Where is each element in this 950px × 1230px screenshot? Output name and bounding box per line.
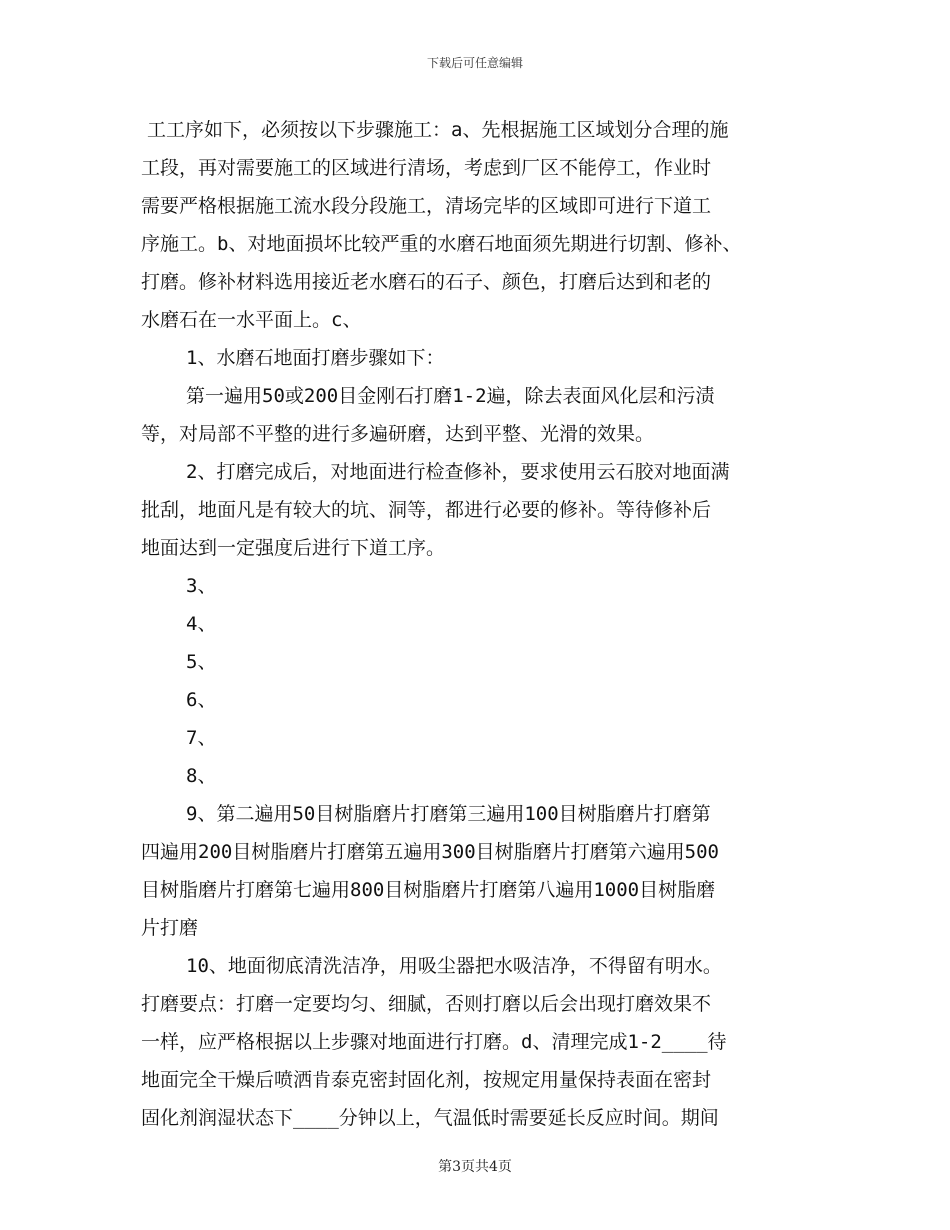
text-line: 2、打磨完成后，对地面进行检查修补，要求使用云石胶对地面满 <box>186 461 730 483</box>
text-line: 水磨石在一水平面上。c、 <box>141 309 362 331</box>
text-line: 片打磨 <box>141 917 199 939</box>
text-line: 地面达到一定强度后进行下道工序。 <box>141 537 446 559</box>
page-header: 下载后可任意编辑 <box>426 56 523 70</box>
text-line: 目树脂磨片打磨第七遍用800目树脂磨片打磨第八遍用1000目树脂磨 <box>141 879 716 901</box>
text-line: 6、 <box>186 689 217 711</box>
text-line: 批刮，地面凡是有较大的坑、洞等，都进行必要的修补。等待修补后 <box>141 499 712 521</box>
text-line: 第一遍用50或200目金刚石打磨1-2遍，除去表面风化层和污渍 <box>186 385 715 407</box>
text-line: 5、 <box>186 651 217 673</box>
text-line: 工工序如下，必须按以下步骤施工：a、先根据施工区域划分合理的施 <box>147 119 729 141</box>
text-line: 一样，应严格根据以上步骤对地面进行打磨。d、清理完成1-2____待 <box>141 1031 727 1053</box>
text-line: 打磨要点：打磨一定要均匀、细腻，否则打磨以后会出现打磨效果不 <box>141 993 712 1015</box>
text-line: 地面完全干燥后喷洒肯泰克密封固化剂，按规定用量保持表面在密封 <box>141 1069 712 1091</box>
text-line: 10、地面彻底清洗洁净，用吸尘器把水吸洁净，不得留有明水。 <box>186 955 722 977</box>
text-line: 4、 <box>186 613 217 635</box>
text-line: 7、 <box>186 727 217 749</box>
text-line: 8、 <box>186 765 217 787</box>
text-line: 固化剂润湿状态下____分钟以上，气温低时需要延长反应时间。期间 <box>141 1107 719 1129</box>
page-footer: 第3页共4页 <box>438 1159 512 1175</box>
text-line: 3、 <box>186 575 217 597</box>
text-line: 四遍用200目树脂磨片打磨第五遍用300目树脂磨片打磨第六遍用500 <box>141 841 719 863</box>
text-line: 等，对局部不平整的进行多遍研磨，达到平整、光滑的效果。 <box>141 423 655 445</box>
text-line: 工段，再对需要施工的区域进行清场，考虑到厂区不能停工，作业时 <box>141 157 712 179</box>
text-line: 序施工。b、对地面损坏比较严重的水磨石地面须先期进行切割、修补、 <box>141 233 742 255</box>
text-line: 打磨。修补材料选用接近老水磨石的石子、颜色，打磨后达到和老的 <box>141 271 712 293</box>
text-line: 1、水磨石地面打磨步骤如下： <box>186 347 445 369</box>
text-line: 9、第二遍用50目树脂磨片打磨第三遍用100目树脂磨片打磨第 <box>186 803 711 825</box>
text-line: 需要严格根据施工流水段分段施工，清场完毕的区域即可进行下道工 <box>141 195 712 217</box>
